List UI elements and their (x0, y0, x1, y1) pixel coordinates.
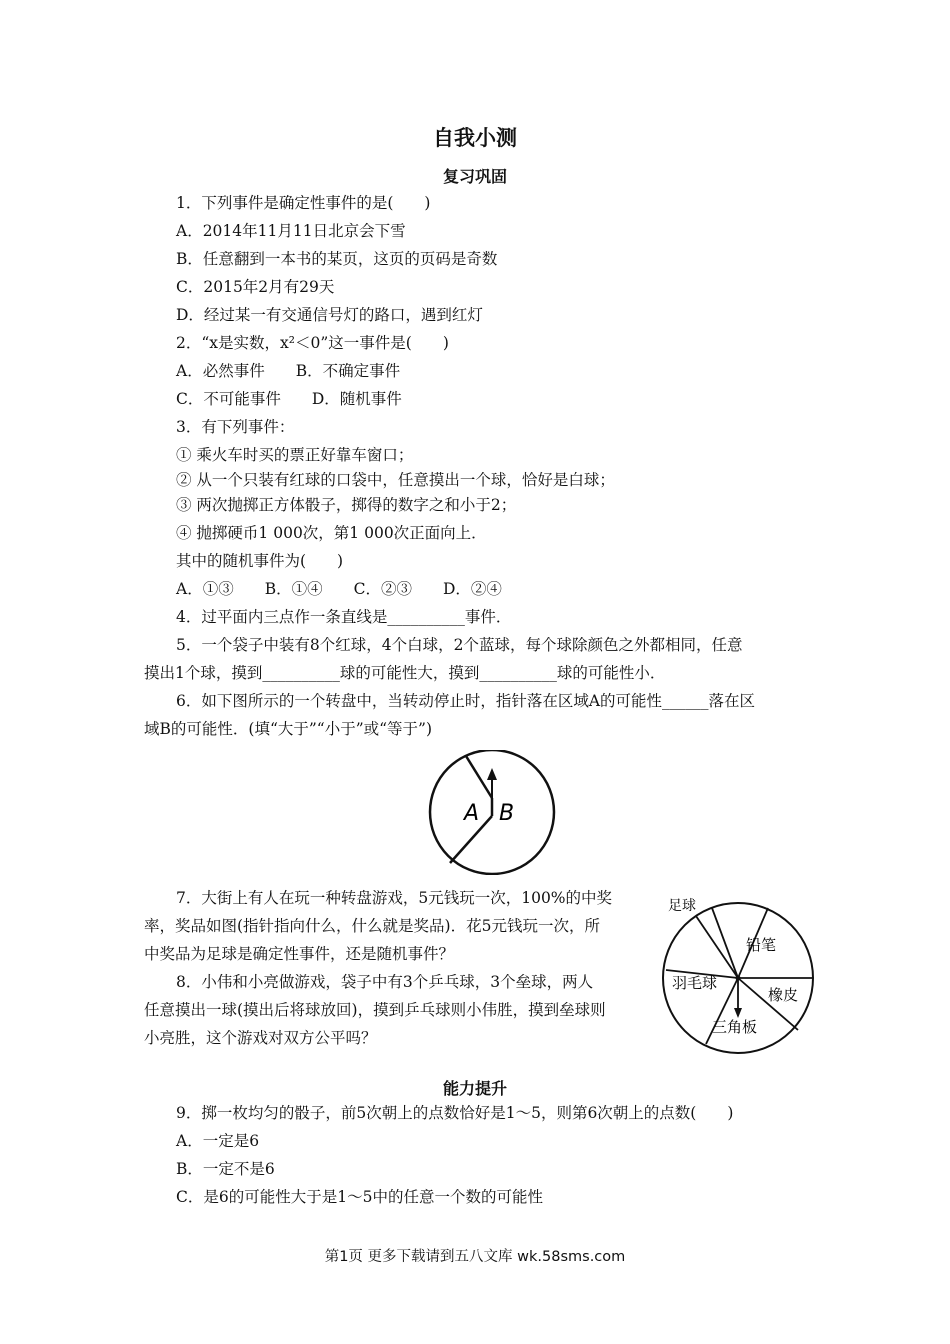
q3-stem: 3．有下列事件： (176, 418, 295, 436)
spinner-diagram-ab (420, 750, 565, 875)
q3-ask: 其中的随机事件为( ) (176, 552, 344, 570)
q7-line-2: 率，奖品如图(指针指向什么，什么就是奖品)．花5元钱玩一次，所 (144, 917, 600, 935)
q3-event-2: ② 从一个只装有红球的口袋中，任意摸出一个球，恰好是白球； (176, 471, 615, 489)
region-b-label: B (499, 801, 515, 826)
q2-options-cd: C．不可能事件 D．随机事件 (176, 390, 402, 408)
section-ability-heading: 能力提升 (442, 1079, 507, 1098)
q1-option-a: A．2014年11月11日北京会下雪 (176, 222, 406, 240)
spinner-divider-upper (466, 756, 492, 798)
pointer-arrow-head (487, 768, 497, 780)
prize-triangle-label: 三角板 (712, 1018, 758, 1036)
q6-line-1: 6．如下图所示的一个转盘中，当转动停止时，指针落在区域A的可能性______落在区 (176, 692, 756, 710)
page-footer: 第1页 更多下载请到五八文库 wk.58sms.com (324, 1249, 626, 1265)
wheel-pointer-head (734, 1008, 742, 1018)
prize-football-label: 足球 (668, 898, 696, 914)
wheel-divider-1 (712, 908, 738, 978)
q5-line-2: 摸出1个球，摸到__________球的可能性大，摸到__________球的可能性小． (144, 664, 666, 682)
q8-line-1: 8．小伟和小亮做游戏，袋子中有3个乒乓球，3个垒球，两人 (176, 973, 594, 991)
prize-eraser-label: 橡皮 (768, 986, 799, 1004)
q7-line-1: 7．大街上有人在玩一种转盘游戏，5元钱玩一次，100%的中奖 (176, 889, 613, 907)
q9-option-c: C．是6的可能性大于是1～5中的任意一个数的可能性 (176, 1188, 543, 1206)
q1-option-d: D．经过某一有交通信号灯的路口，遇到红灯 (176, 306, 483, 324)
q7-line-3: 中奖品为足球是确定性事件，还是随机事件？ (144, 945, 455, 963)
wheel-center (736, 976, 741, 981)
q6-line-2: 域B的可能性．(填“大于”“小于”或“等于”) (144, 720, 433, 738)
q8-line-3: 小亮胜，这个游戏对双方公平吗？ (144, 1029, 377, 1047)
q3-options: A．①③ B．①④ C．②③ D．②④ (176, 580, 502, 598)
prize-badminton-label: 羽毛球 (672, 974, 718, 992)
q8-line-2: 任意摸出一球(摸出后将球放回)，摸到乒乓球则小伟胜，摸到垒球则 (144, 1001, 606, 1019)
section-review-heading: 复习巩固 (442, 167, 507, 186)
page-title: 自我小测 (433, 126, 517, 150)
q9-stem: 9．掷一枚均匀的骰子，前5次朝上的点数恰好是1～5，则第6次朝上的点数( ) (176, 1104, 734, 1122)
q3-event-3: ③ 两次抛掷正方体骰子，掷得的数字之和小于2； (176, 496, 517, 514)
q1-option-b: B．任意翻到一本书的某页，这页的页码是奇数 (176, 250, 498, 268)
q4-stem: 4．过平面内三点作一条直线是__________事件． (176, 608, 512, 626)
prize-pencil-label: 铅笔 (746, 936, 777, 954)
q9-option-a: A．一定是6 (176, 1132, 260, 1150)
q2-stem: 2．“x是实数，x²＜0”这一事件是( ) (176, 334, 449, 352)
prize-wheel-diagram (660, 890, 820, 1060)
q3-event-1: ① 乘火车时买的票正好靠车窗口； (176, 446, 414, 464)
q3-event-4: ④ 抛掷硬币1 000次，第1 000次正面向上． (176, 524, 487, 542)
q5-line-1: 5．一个袋子中装有8个红球，4个白球，2个蓝球，每个球除颜色之外都相同，任意 (176, 636, 743, 654)
q1-option-c: C．2015年2月有29天 (176, 278, 335, 296)
region-a-label: A (464, 801, 480, 826)
q2-options-ab: A．必然事件 B．不确定事件 (176, 362, 401, 380)
q9-option-b: B．一定不是6 (176, 1160, 275, 1178)
wheel-divider-2 (696, 916, 738, 978)
q1-stem: 1．下列事件是确定性事件的是( ) (176, 194, 431, 212)
